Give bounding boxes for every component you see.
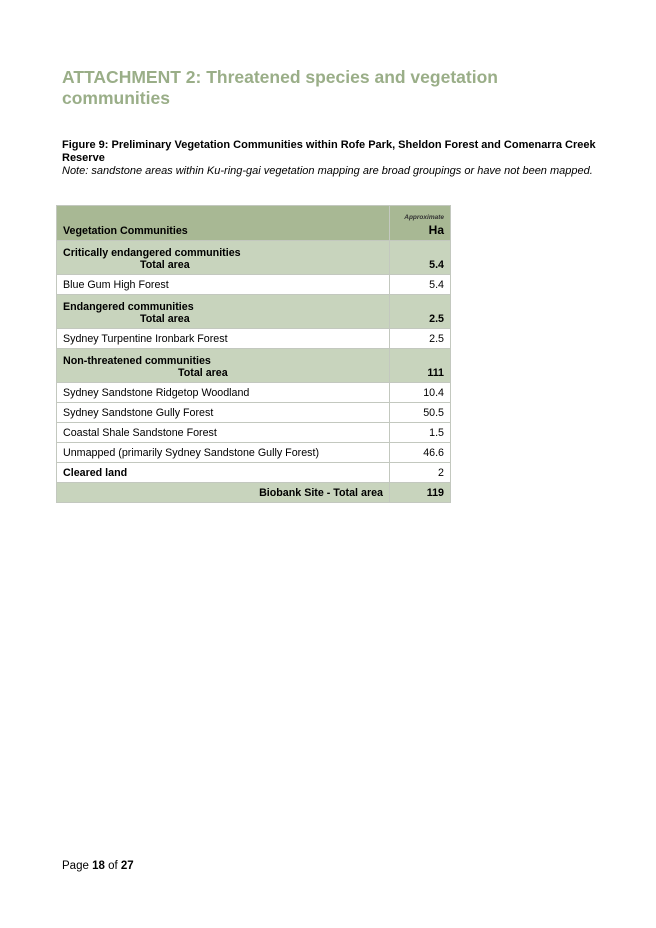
- group-total-label: Total area: [140, 313, 190, 325]
- group-total-label: Total area: [140, 259, 190, 271]
- table-row: [57, 423, 451, 443]
- page-word: Page: [62, 860, 89, 872]
- vegetation-table: [56, 205, 451, 503]
- page-number: 18: [92, 860, 105, 872]
- group-name: Critically endangered communities: [63, 247, 241, 259]
- grand-total-label: Biobank Site - Total area: [57, 483, 390, 503]
- group-row-critically-endangered: [57, 241, 451, 275]
- community-ha: 46.6: [390, 443, 451, 463]
- grand-total-value: 119: [390, 483, 451, 503]
- community-ha: 1.5: [390, 423, 451, 443]
- figure-caption-block: [62, 139, 602, 178]
- group-row-endangered: [57, 295, 451, 329]
- community-name: Coastal Shale Sandstone Forest: [57, 423, 390, 443]
- group-total-label: Total area: [178, 367, 228, 379]
- figure-note: Note: sandstone areas within Ku-ring-gai vegetation mapping are broad groupings or have not been mapped.: [62, 165, 593, 177]
- community-ha: 5.4: [390, 275, 451, 295]
- header-approximate: Approximate: [404, 214, 444, 221]
- group-total: 5.4: [390, 241, 451, 275]
- page-heading: ATTACHMENT 2: Threatened species and vegetation communities: [62, 67, 498, 108]
- group-name: Non-threatened communities: [63, 355, 211, 367]
- grand-total-row: [57, 483, 451, 503]
- of-word: of: [108, 860, 118, 872]
- community-name: Unmapped (primarily Sydney Sandstone Gully Forest): [57, 443, 390, 463]
- header-ha-label: Ha: [428, 223, 444, 237]
- total-pages: 27: [120, 860, 134, 872]
- header-communities: Vegetation Communities: [57, 206, 390, 241]
- group-name: Endangered communities: [63, 301, 194, 313]
- group-row-non-threatened: [57, 349, 451, 383]
- table-row: [57, 383, 451, 403]
- cleared-land-label: Cleared land: [57, 463, 390, 483]
- group-total: 2.5: [390, 295, 451, 329]
- cleared-land-row: [57, 463, 451, 483]
- community-name: Blue Gum High Forest: [57, 275, 390, 295]
- header-ha: [390, 206, 451, 241]
- table-row: [57, 275, 451, 295]
- table-row: [57, 443, 451, 463]
- group-total: 111: [390, 349, 451, 383]
- page-footer: [62, 860, 134, 872]
- community-ha: 50.5: [390, 403, 451, 423]
- table-row: [57, 403, 451, 423]
- community-name: Sydney Turpentine Ironbark Forest: [57, 329, 390, 349]
- figure-caption: Figure 9: Preliminary Vegetation Communities within Rofe Park, Sheldon Forest and Comenarra Creek Reserve: [62, 139, 596, 164]
- cleared-land-ha: 2: [390, 463, 451, 483]
- community-name: Sydney Sandstone Gully Forest: [57, 403, 390, 423]
- table-row: [57, 329, 451, 349]
- community-ha: 10.4: [390, 383, 451, 403]
- table-header-row: [57, 206, 451, 241]
- community-ha: 2.5: [390, 329, 451, 349]
- community-name: Sydney Sandstone Ridgetop Woodland: [57, 383, 390, 403]
